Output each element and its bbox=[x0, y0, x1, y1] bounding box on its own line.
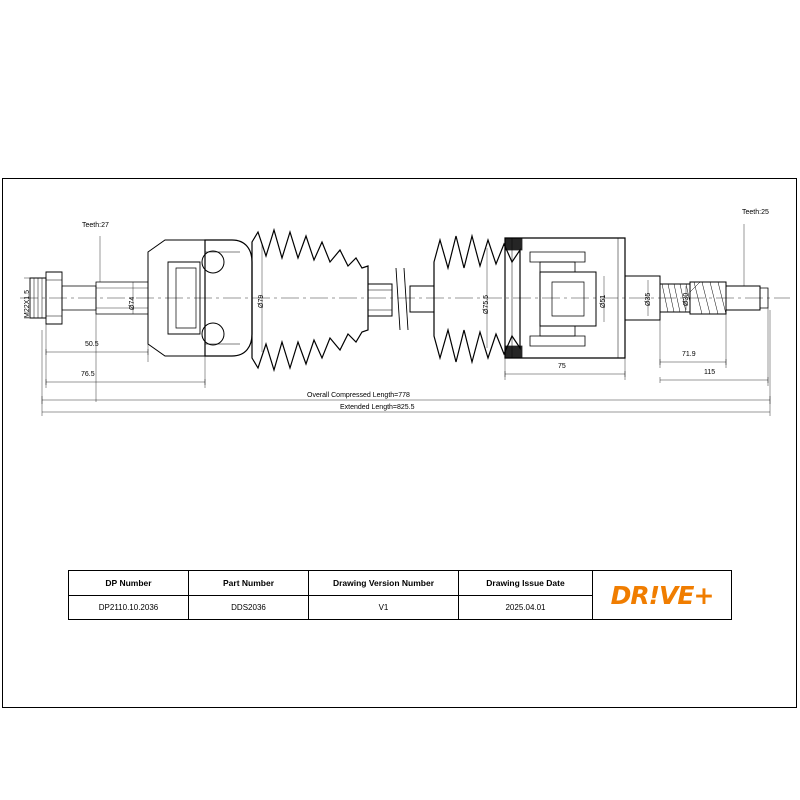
issue-date-header: Drawing Issue Date bbox=[459, 571, 592, 596]
part-number-header: Part Number bbox=[189, 571, 308, 596]
issue-date-value: 2025.04.01 bbox=[505, 602, 546, 612]
title-block-col-issue-date bbox=[459, 571, 593, 619]
dim-115-label: 115 bbox=[704, 369, 716, 376]
part-number-value: DDS2036 bbox=[231, 602, 266, 612]
dp-number-header: DP Number bbox=[69, 571, 188, 596]
extended-length-label: Extended Length=825.5 bbox=[340, 404, 415, 411]
title-block-col-dp-number bbox=[69, 571, 189, 619]
dim-50-5-label: 50.5 bbox=[85, 341, 99, 348]
brand-logo-text: DR!VE bbox=[610, 580, 694, 610]
dim-71-9-label: 71.9 bbox=[682, 351, 696, 358]
dp-number-value: DP2110.10.2036 bbox=[98, 602, 159, 612]
overall-length-label: Overall Compressed Length=778 bbox=[307, 392, 410, 399]
drawing-version-value: V1 bbox=[378, 602, 389, 612]
title-block-col-version bbox=[309, 571, 459, 619]
brand-logo-plus: + bbox=[693, 580, 714, 610]
dia-51-label: Ø51 bbox=[600, 294, 607, 308]
title-block bbox=[68, 570, 732, 620]
dia-30-label: Ø30 bbox=[683, 292, 690, 306]
dia-79-label: Ø79 bbox=[258, 294, 265, 308]
brand-logo bbox=[593, 571, 731, 619]
teeth-left-label: Teeth:27 bbox=[82, 222, 109, 229]
title-block-col-logo bbox=[593, 571, 731, 619]
dia-74-label: Ø74 bbox=[129, 296, 136, 310]
thread-label: M22X1.5 bbox=[24, 289, 31, 318]
dim-75-label: 75 bbox=[558, 363, 566, 370]
drawing-version-header: Drawing Version Number bbox=[309, 571, 458, 596]
title-block-col-part-number bbox=[189, 571, 309, 619]
dim-76-5-label: 76.5 bbox=[81, 371, 95, 378]
dia-75-5-label: Ø75.5 bbox=[483, 294, 490, 314]
teeth-right-label: Teeth:25 bbox=[742, 209, 769, 216]
dia-35-label: Ø35 bbox=[645, 292, 652, 306]
